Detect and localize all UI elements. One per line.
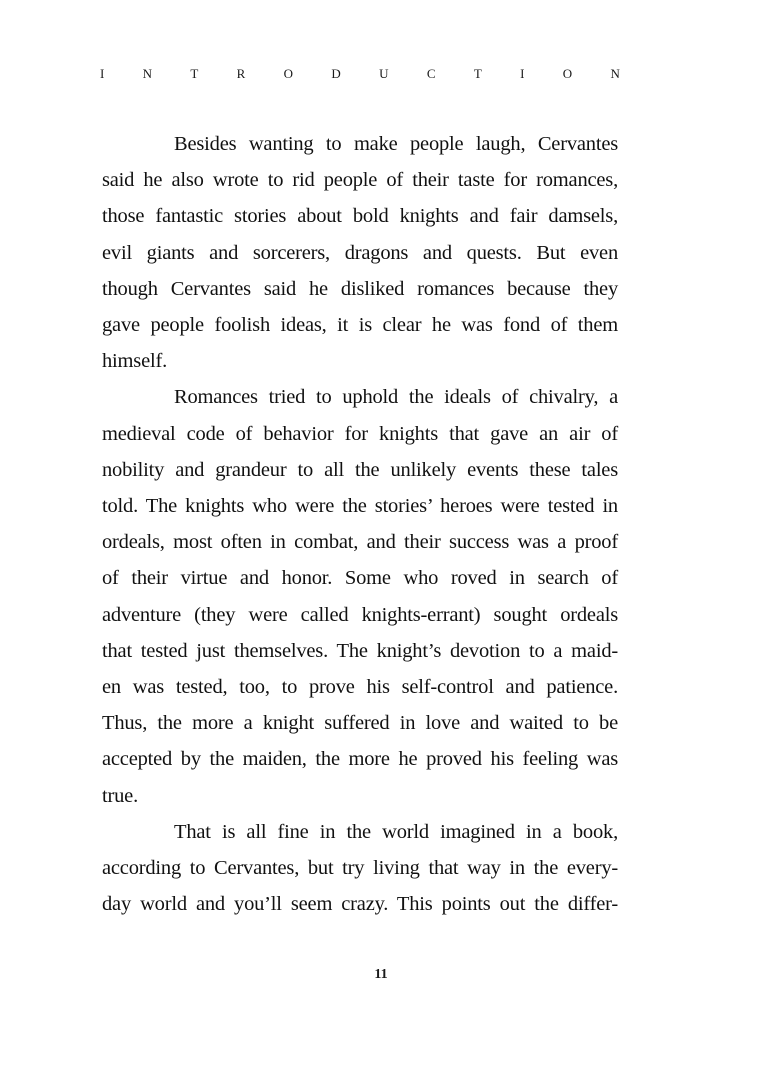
body-text xyxy=(102,126,618,922)
text-line: adventure (they were called knights-errant) sought ordeals xyxy=(102,603,618,626)
text-line: though Cervantes said he disliked romances because they xyxy=(102,277,618,300)
text-line: himself. xyxy=(102,350,168,373)
text-line: en was tested, too, to prove his self-control and patience. xyxy=(102,676,618,699)
paragraph-2 xyxy=(102,379,618,813)
running-head-letter: O xyxy=(283,66,294,81)
text-line: according to Cervantes, but try living that way in the every- xyxy=(102,857,618,880)
text-line: true. xyxy=(102,784,138,807)
running-head-letter: D xyxy=(331,66,341,81)
text-line: accepted by the maiden, the more he proved his feeling was xyxy=(102,748,618,771)
running-head-letter: O xyxy=(562,66,573,81)
text-line: evil giants and sorcerers, dragons and quests. But even xyxy=(102,241,618,264)
text-line: Besides wanting to make people laugh, Cervantes xyxy=(174,133,618,155)
text-line: of their virtue and honor. Some who roved in search of xyxy=(102,567,618,590)
running-head-letter: I xyxy=(520,66,525,81)
text-line: day world and you’ll seem crazy. This points out the differ- xyxy=(102,893,618,916)
running-head xyxy=(100,66,620,82)
running-head-letter: C xyxy=(426,66,436,81)
text-line: those fantastic stories about bold knights and fair damsels, xyxy=(102,205,618,228)
text-line: Thus, the more a knight suffered in love and waited to be xyxy=(102,712,618,735)
text-line: nobility and grandeur to all the unlikely events these tales xyxy=(102,458,618,481)
running-head-letter: N xyxy=(610,66,620,81)
text-line: medieval code of behavior for knights that gave an air of xyxy=(102,422,618,445)
text-line: gave people foolish ideas, it is clear he was fond of them xyxy=(102,314,618,337)
running-head-letter: I xyxy=(100,66,105,81)
text-line: Romances tried to uphold the ideals of chivalry, a xyxy=(174,386,618,409)
running-head-letter: T xyxy=(190,66,199,81)
text-line: ordeals, most often in combat, and their success was a proof xyxy=(102,531,618,554)
paragraph-3 xyxy=(102,814,618,923)
running-head-letter: U xyxy=(379,66,389,81)
text-line: that tested just themselves. The knight’s devotion to a maid- xyxy=(102,639,618,662)
running-head-letter: T xyxy=(473,66,482,81)
page-number: 11 xyxy=(374,967,388,982)
text-line: told. The knights who were the stories’ heroes were tested in xyxy=(102,495,618,518)
text-line: That is all fine in the world imagined in a book, xyxy=(174,820,618,843)
paragraph-1 xyxy=(102,126,618,379)
running-head-letter: R xyxy=(236,66,246,81)
running-head-letter: N xyxy=(142,66,153,81)
text-line: said he also wrote to rid people of their taste for romances, xyxy=(102,169,618,192)
